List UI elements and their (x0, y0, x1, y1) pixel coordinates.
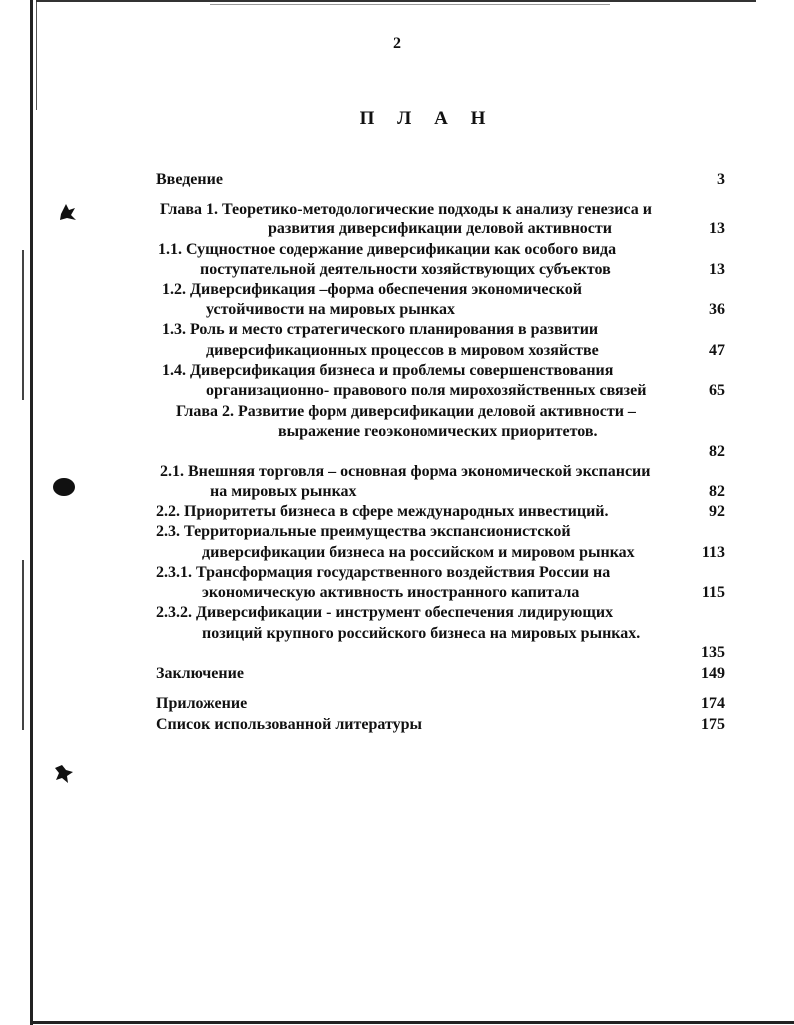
toc-ch2-line1: Глава 2. Развитие форм диверсификации деловой активности – (176, 403, 636, 420)
toc-1-4-page: 65 (709, 382, 725, 399)
toc-ch2-page: 82 (709, 443, 725, 460)
toc-1-3-page: 47 (709, 342, 725, 359)
toc-2-3-page: 113 (701, 544, 725, 561)
toc-1-4-line2: организационно- правового поля мирохозяйственных связей (206, 382, 647, 399)
toc-2-1-line1: 2.1. Внешняя торговля – основная форма экономической экспансии (160, 463, 651, 480)
toc-ch1-line1: Глава 1. Теоретико-методологические подходы к анализу генезиса и (160, 201, 652, 218)
toc-2-3-2-line1: 2.3.2. Диверсификации - инструмент обеспечения лидирующих (156, 604, 614, 621)
toc-1-1-line2: поступательной деятельности хозяйствующих субъектов (200, 261, 611, 278)
page-title: П Л А Н (359, 108, 495, 129)
toc-bibliography-label: Список использованной литературы (156, 716, 422, 733)
hole-punch-blot (52, 476, 76, 498)
toc-2-3-2-page: 135 (701, 644, 725, 661)
toc-conclusion-label: Заключение (156, 665, 244, 682)
toc-2-3-line2: диверсификации бизнеса на российском и мировом рынках (202, 544, 635, 561)
toc-2-1-page: 82 (709, 483, 725, 500)
toc-1-1-page: 13 (709, 261, 725, 278)
toc-2-3-2-line2: позиций крупного российского бизнеса на мировых рынках. (202, 625, 641, 642)
toc-conclusion-page: 149 (701, 665, 725, 682)
toc-1-4-line1: 1.4. Диверсификация бизнеса и проблемы совершенствования (162, 362, 614, 379)
hole-punch-blot (54, 764, 74, 784)
toc-2-3-1-line1: 2.3.1. Трансформация государственного воздействия России на (156, 564, 611, 581)
toc-ch1-line2: развития диверсификации деловой активности (268, 220, 612, 237)
toc-appendix-label: Приложение (156, 695, 248, 712)
scan-edge-mark (22, 250, 24, 400)
toc-ch1-page: 13 (709, 220, 725, 237)
toc-2-1-line2: на мировых рынках (210, 483, 357, 500)
scan-border-top (36, 0, 756, 2)
toc-intro-page: 3 (717, 171, 725, 188)
toc-1-2-line2: устойчивости на мировых рынках (206, 301, 455, 318)
toc-1-3-line1: 1.3. Роль и место стратегического планирования в развитии (162, 321, 599, 338)
scan-border-bottom (30, 1021, 794, 1024)
toc-ch2-line2: выражение геоэкономических приоритетов. (278, 423, 598, 440)
toc-2-3-1-page: 115 (701, 584, 725, 601)
toc-appendix-page: 174 (701, 695, 725, 712)
toc-1-2-page: 36 (709, 301, 725, 318)
toc-1-2-line1: 1.2. Диверсификация –форма обеспечения экономической (162, 281, 582, 298)
toc-2-3-1-line2: экономическую активность иностранного капитала (202, 584, 580, 601)
scan-border-top-faint (210, 4, 610, 5)
scan-border-left-inner (36, 0, 37, 110)
scan-border-left (30, 0, 33, 1025)
page-number: 2 (393, 35, 401, 52)
toc-intro-label: Введение (156, 171, 223, 188)
toc-2-2-page: 92 (709, 503, 725, 520)
hole-punch-blot (58, 202, 78, 222)
scan-edge-mark (22, 560, 24, 730)
toc-1-3-line2: диверсификационных процессов в мировом хозяйстве (206, 342, 599, 359)
toc-bibliography-page: 175 (701, 716, 725, 733)
toc-1-1-line1: 1.1. Сущностное содержание диверсификации как особого вида (158, 241, 617, 258)
toc-2-2-line1: 2.2. Приоритеты бизнеса в сфере международных инвестиций. (156, 503, 609, 520)
toc-2-3-line1: 2.3. Территориальные преимущества экспансионистской (156, 523, 571, 540)
